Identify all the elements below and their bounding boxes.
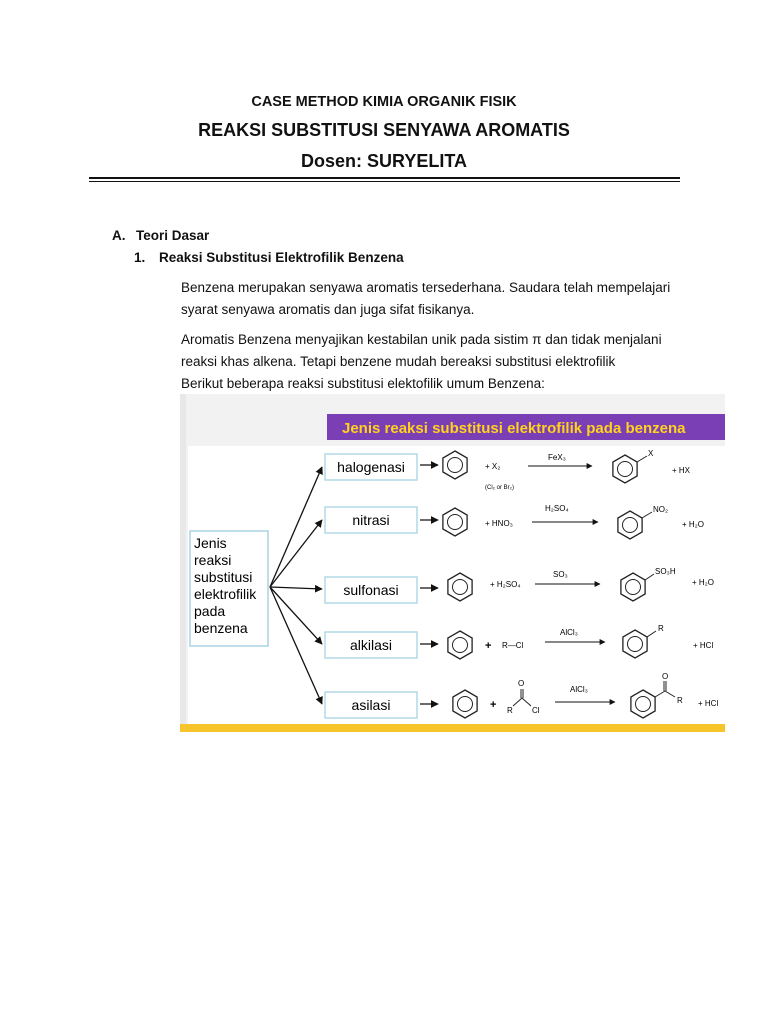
substituent: X (648, 449, 654, 458)
paragraph-line: Aromatis Benzena menyajikan kestabilan unik pada sistim π dan tidak menjalani (181, 332, 662, 347)
section-marker: A. (112, 228, 126, 243)
substituent: NO₂ (653, 505, 669, 514)
summary-line: elektrofilik (194, 586, 257, 602)
reaction-figure (180, 394, 725, 732)
course-title: CASE METHOD KIMIA ORGANIK FISIK (251, 94, 517, 110)
summary-line: pada (194, 603, 226, 619)
header-rule-bottom (89, 181, 680, 182)
acyl-oxygen: O (518, 679, 525, 688)
substituent: R (658, 624, 664, 633)
byproduct: + H₂O (692, 578, 714, 587)
figure-banner-text: Jenis reaksi substitusi elektrofilik pada benzena (342, 420, 686, 437)
substituent: R (677, 696, 683, 705)
reaction-name: asilasi (351, 697, 391, 713)
acyl-cl: Cl (532, 706, 540, 715)
byproduct: + HX (672, 466, 691, 475)
reagent: + H₂SO₄ (490, 580, 521, 589)
reaction-name: halogenasi (337, 459, 405, 475)
paragraph-line: syarat senyawa aromatis dan juga sifat fisikanya. (181, 302, 475, 317)
reagent-2: R—Cl (502, 641, 524, 650)
reagent-note: (Cl₂ or Br₂) (485, 485, 514, 491)
section-title: Teori Dasar (136, 228, 210, 243)
summary-line: benzena (194, 620, 248, 636)
byproduct: + H₂O (682, 520, 704, 529)
byproduct: + HCl (693, 641, 714, 650)
reagent: + HNO₃ (485, 519, 513, 528)
substituent: SO₃H (655, 567, 676, 576)
paragraph-2 (181, 329, 701, 395)
reaction-name: alkilasi (349, 637, 393, 653)
header-rule-top (89, 177, 680, 179)
reaction-name: nitrasi (352, 512, 390, 528)
catalyst: SO₃ (553, 570, 568, 579)
summary-line: reaksi (194, 552, 232, 568)
lecturer-line: Dosen: SURYELITA (300, 151, 467, 171)
catalyst: AlCl₃ (570, 685, 588, 694)
yellow-bottom-stripe (180, 724, 725, 732)
acyl-r: R (507, 706, 513, 715)
reagent: + (490, 699, 497, 711)
paragraph-line: Benzena merupakan senyawa aromatis tersederhana. Saudara telah mempelajari (181, 280, 671, 295)
summary-line: Jenis (194, 535, 227, 551)
reagent: + (485, 640, 492, 652)
catalyst: H₂SO₄ (545, 504, 569, 513)
product-oxygen: O (662, 672, 669, 681)
document-title: REAKSI SUBSTITUSI SENYAWA AROMATIS (198, 120, 570, 140)
catalyst: AlCl₃ (560, 628, 578, 637)
subsection-title: Reaksi Substitusi Elektrofilik Benzena (159, 250, 404, 265)
reaction-name: sulfonasi (343, 582, 399, 598)
catalyst: FeX₃ (548, 453, 566, 462)
paragraph-1 (181, 277, 701, 321)
subsection-marker: 1. (134, 250, 146, 265)
figure-side-accent (180, 394, 186, 732)
summary-line: substitusi (194, 569, 253, 585)
byproduct: + HCl (698, 699, 719, 708)
paragraph-line: reaksi khas alkena. Tetapi benzene mudah bereaksi substitusi elektrofilik (181, 354, 616, 369)
paragraph-line: Berikut beberapa reaksi substitusi elektofilik umum Benzena: (181, 376, 545, 391)
reagent: + X₂ (485, 462, 501, 471)
